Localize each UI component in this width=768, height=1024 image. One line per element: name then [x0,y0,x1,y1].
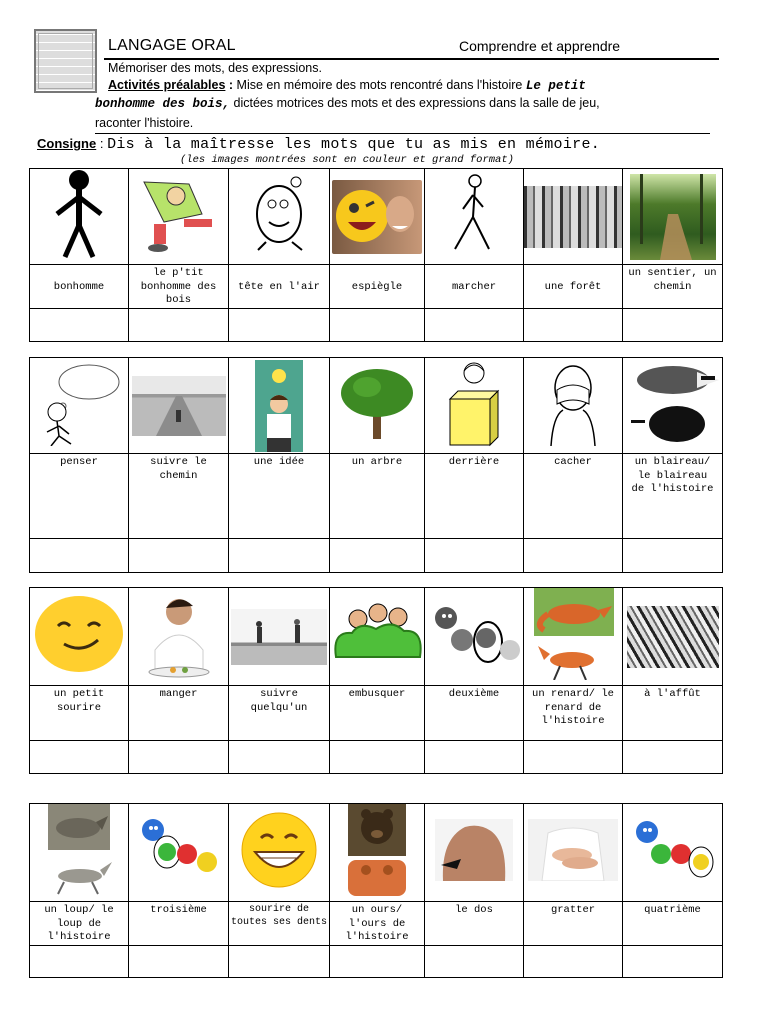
blank-cell [129,539,229,573]
blank-cell [30,539,129,573]
eating-woman-photo-icon [129,588,229,686]
blank-cell [330,741,425,774]
tiger-photo-icon [623,588,723,686]
activities-label: Activités préalables [108,78,226,92]
word-cell: deuxième [425,686,524,741]
scratching-photo-icon [524,804,623,902]
word-cell: gratter [524,902,623,946]
word-cell: espiègle [330,265,425,309]
blank-cell [425,741,524,774]
idea-boy-icon [229,358,330,454]
blank-cell [229,946,330,978]
word-cell: une forêt [524,265,623,309]
word-cell: troisième [129,902,229,946]
word-cell: suivre le chemin [129,454,229,539]
blank-cell [330,946,425,978]
word-cell: un loup/ le loup de l'histoire [30,902,129,946]
word-cell: un ours/ l'ours de l'histoire [330,902,425,946]
blank-cell [623,946,723,978]
smile-emoji-icon [30,588,129,686]
road-photo-icon [129,358,229,454]
activities-line-2: bonhomme des bois, dictées motrices des mots et des expressions dans la salle de jeu, [95,96,600,111]
blank-cell [623,539,723,573]
blank-cell [229,539,330,573]
blank-cell [623,308,723,341]
third-monster-icon [129,804,229,902]
instruction-text: Dis à la maîtresse les mots que tu as mis en mémoire. [107,136,601,153]
header-divider [104,58,719,60]
behind-box-icon [425,358,524,454]
blank-cell [524,741,623,774]
tree-icon [330,358,425,454]
forest-photo-icon [524,169,623,265]
blank-cell [425,308,524,341]
instruction: Consigne : Dis à la maîtresse les mots que tu as mis en mémoire. [37,136,601,153]
blank-cell [330,539,425,573]
little-man-icon [129,169,229,265]
blank-cell [129,946,229,978]
wolf-photo-icon [30,804,129,902]
word-cell: derrière [425,454,524,539]
fox-photo-icon [524,588,623,686]
word-cell: suivre quelqu'un [229,686,330,741]
blank-cell [30,308,129,341]
blank-cell [129,308,229,341]
blank-cell [229,308,330,341]
blank-cell [524,539,623,573]
page-title: LANGAGE ORAL [108,37,236,54]
fourth-monster-icon [623,804,723,902]
blank-cell [623,741,723,774]
word-cell: penser [30,454,129,539]
objective-line: Mémoriser des mots, des expressions. [108,61,322,75]
word-cell: quatrième [623,902,723,946]
word-cell: embusquer [330,686,425,741]
word-cell: un blaireau/ le blaireau de l'histoire [623,454,723,539]
word-cell: un arbre [330,454,425,539]
word-cell: marcher [425,265,524,309]
word-cell: tête en l'air [229,265,330,309]
blank-cell [524,308,623,341]
back-photo-icon [425,804,524,902]
word-cell: un renard/ le renard de l'histoire [524,686,623,741]
path-photo-icon [623,169,723,265]
blank-cell [30,741,129,774]
walking-figure-icon [425,169,524,265]
activities-line-3: raconter l'histoire. [95,116,194,130]
word-cell: un petit sourire [30,686,129,741]
word-cell: le dos [425,902,524,946]
following-photo-icon [229,588,330,686]
word-cell: cacher [524,454,623,539]
blank-cell [30,946,129,978]
word-cell: un sentier, un chemin [623,265,723,309]
blank-cell [129,741,229,774]
word-cell: à l'affût [623,686,723,741]
stick-figure-icon [30,169,129,265]
hiding-face-icon [524,358,623,454]
vocab-table-1 [29,168,723,342]
instruction-label: Consigne [37,136,97,151]
word-cell: manger [129,686,229,741]
page-subtitle: Comprendre et apprendre [459,38,621,54]
word-cell: une idée [229,454,330,539]
funny-emoji-photo-icon [330,169,425,265]
vocab-table-4 [29,803,723,978]
thinking-figure-icon [30,358,129,454]
vocab-table-3 [29,587,723,774]
image-note: (les images montrées sont en couleur et grand format) [180,154,514,166]
word-cell: le p'tit bonhomme des bois [129,265,229,309]
blank-cell [425,539,524,573]
second-monster-icon [425,588,524,686]
blank-cell [425,946,524,978]
brick-wall-logo [34,29,97,93]
word-cell: bonhomme [30,265,129,309]
activities-line: Activités préalables : Mise en mémoire des mots rencontré dans l'histoire Le petit [108,78,586,93]
ambush-bush-icon [330,588,425,686]
head-in-air-icon [229,169,330,265]
vocab-table-2 [29,357,723,573]
grin-emoji-icon [229,804,330,902]
bear-photo-icon [330,804,425,902]
word-cell: sourire de toutes ses dents [229,902,330,946]
badger-photo-icon [623,358,723,454]
blank-cell [524,946,623,978]
header-divider-2 [95,133,710,134]
blank-cell [229,741,330,774]
blank-cell [330,308,425,341]
